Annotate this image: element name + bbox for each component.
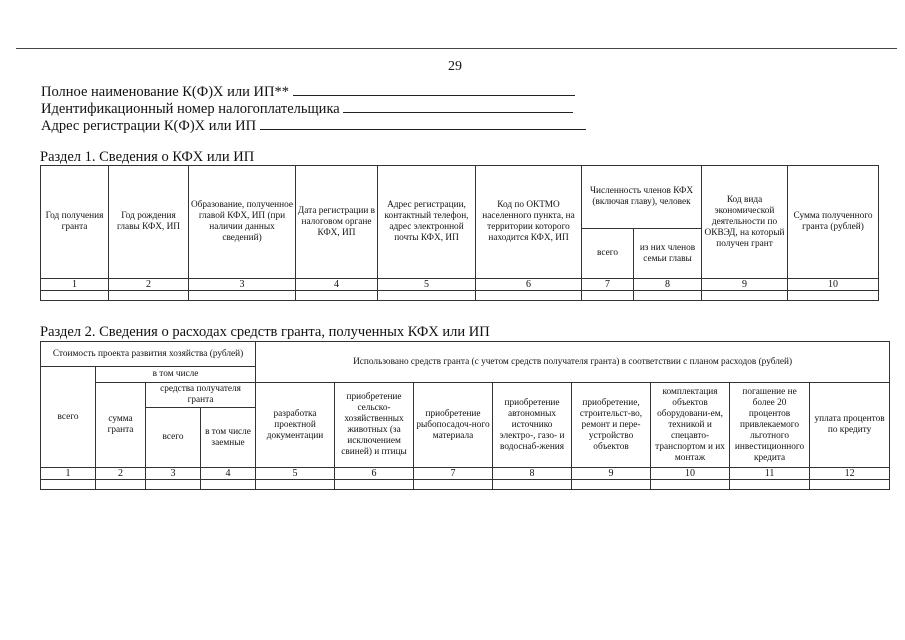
number-cell: 7 — [582, 279, 634, 291]
col-construction: приобретение, строительст-во, ремонт и пере-устройство объектов — [572, 383, 651, 468]
col-members-count: Численность членов КФХ (включая главу), человек — [582, 166, 702, 229]
blank-cell — [493, 480, 572, 490]
col-loan-repayment: погашение не более 20 процентов привлекаемого льготного инвестиционного кредита — [730, 383, 810, 468]
col-education: Образование, полученное главой КФХ, ИП (при наличии данных сведений) — [189, 166, 296, 279]
number-cell: 1 — [41, 468, 96, 480]
blank-cell — [572, 480, 651, 490]
blank-cell — [378, 291, 476, 301]
number-cell: 8 — [493, 468, 572, 480]
number-cell: 5 — [256, 468, 335, 480]
col-own-total: всего — [146, 408, 201, 468]
inn-blank — [343, 99, 573, 113]
blank-cell — [582, 291, 634, 301]
col-grant-amount: сумма гранта — [96, 383, 146, 468]
number-cell: 3 — [189, 279, 296, 291]
col-total: всего — [41, 367, 96, 468]
full-name-label: Полное наименование К(Ф)Х или ИП** — [41, 84, 289, 100]
number-cell: 10 — [788, 279, 879, 291]
blank-cell — [810, 480, 890, 490]
col-equipment: комплектация объектов оборудовани-ем, техникой и спецавто-транспортом и их монтаж — [651, 383, 730, 468]
blank-cell — [189, 291, 296, 301]
col-members-family: из них членов семьи главы — [634, 229, 702, 279]
number-cell: 8 — [634, 279, 702, 291]
number-cell: 11 — [730, 468, 810, 480]
section2-title: Раздел 2. Сведения о расходах средств гранта, полученных КФХ или ИП — [40, 324, 490, 340]
blank-cell — [296, 291, 378, 301]
blank-cell — [335, 480, 414, 490]
address-field — [41, 116, 586, 135]
number-cell: 9 — [702, 279, 788, 291]
page-number: 29 — [448, 59, 462, 74]
number-cell: 6 — [335, 468, 414, 480]
blank-cell — [41, 480, 96, 490]
address-label: Адрес регистрации К(Ф)Х или ИП — [41, 118, 257, 134]
blank-cell — [476, 291, 582, 301]
blank-cell — [702, 291, 788, 301]
number-cell: 6 — [476, 279, 582, 291]
blank-cell — [730, 480, 810, 490]
number-cell: 3 — [146, 468, 201, 480]
top-rule — [16, 48, 897, 49]
col-registration-date: Дата регистрации в налоговом органе КФХ, ИП — [296, 166, 378, 279]
blank-cell — [414, 480, 493, 490]
number-cell: 1 — [41, 279, 109, 291]
blank-row — [41, 480, 890, 490]
full-name-blank — [293, 82, 575, 96]
number-cell: 2 — [109, 279, 189, 291]
section1-table — [40, 165, 879, 301]
blank-row — [41, 291, 879, 301]
blank-cell — [788, 291, 879, 301]
col-utilities: приобретение автономных источнико электро-, газо- и водоснаб-жения — [493, 383, 572, 468]
col-grant-year: Год получения гранта — [41, 166, 109, 279]
col-address-contacts: Адрес регистрации, контактный телефон, адрес электронной почты КФХ, ИП — [378, 166, 476, 279]
inn-label: Идентификационный номер налогоплательщика — [41, 101, 340, 117]
number-cell: 4 — [201, 468, 256, 480]
col-birth-year: Год рождения главы КФХ, ИП — [109, 166, 189, 279]
blank-cell — [146, 480, 201, 490]
including-header: в том числе — [96, 367, 256, 383]
col-grant-sum: Сумма полученного гранта (рублей) — [788, 166, 879, 279]
number-cell: 4 — [296, 279, 378, 291]
blank-cell — [109, 291, 189, 301]
blank-cell — [96, 480, 146, 490]
number-cell: 9 — [572, 468, 651, 480]
col-members-total: всего — [582, 229, 634, 279]
own-funds-header: средства получателя гранта — [146, 383, 256, 408]
used-funds-header: Использовано средств гранта (с учетом средств получателя гранта) в соответствии с планом расходов (рублей) — [256, 342, 890, 383]
blank-cell — [634, 291, 702, 301]
number-cell: 5 — [378, 279, 476, 291]
blank-cell — [651, 480, 730, 490]
col-project-docs: разработка проектной документации — [256, 383, 335, 468]
col-own-borrowed: в том числе заемные — [201, 408, 256, 468]
col-livestock: приобретение сельско-хозяйственных животных (за исключением свиней) и птицы — [335, 383, 414, 468]
address-blank — [260, 116, 586, 130]
col-fish-stock: приобретение рыбопосадоч-ного материала — [414, 383, 493, 468]
section2-table — [40, 341, 890, 490]
number-cell: 2 — [96, 468, 146, 480]
number-cell: 10 — [651, 468, 730, 480]
blank-cell — [41, 291, 109, 301]
cost-header: Стоимость проекта развития хозяйства (рублей) — [41, 342, 256, 367]
blank-cell — [201, 480, 256, 490]
number-cell: 12 — [810, 468, 890, 480]
section1-title: Раздел 1. Сведения о КФХ или ИП — [40, 149, 255, 165]
number-cell: 7 — [414, 468, 493, 480]
col-loan-interest: уплата процентов по кредиту — [810, 383, 890, 468]
blank-cell — [256, 480, 335, 490]
col-okved: Код вида экономической деятельности по ОКВЭД, на который получен грант — [702, 166, 788, 279]
col-oktmo: Код по ОКТМО населенного пункта, на территории которого находится КФХ, ИП — [476, 166, 582, 279]
